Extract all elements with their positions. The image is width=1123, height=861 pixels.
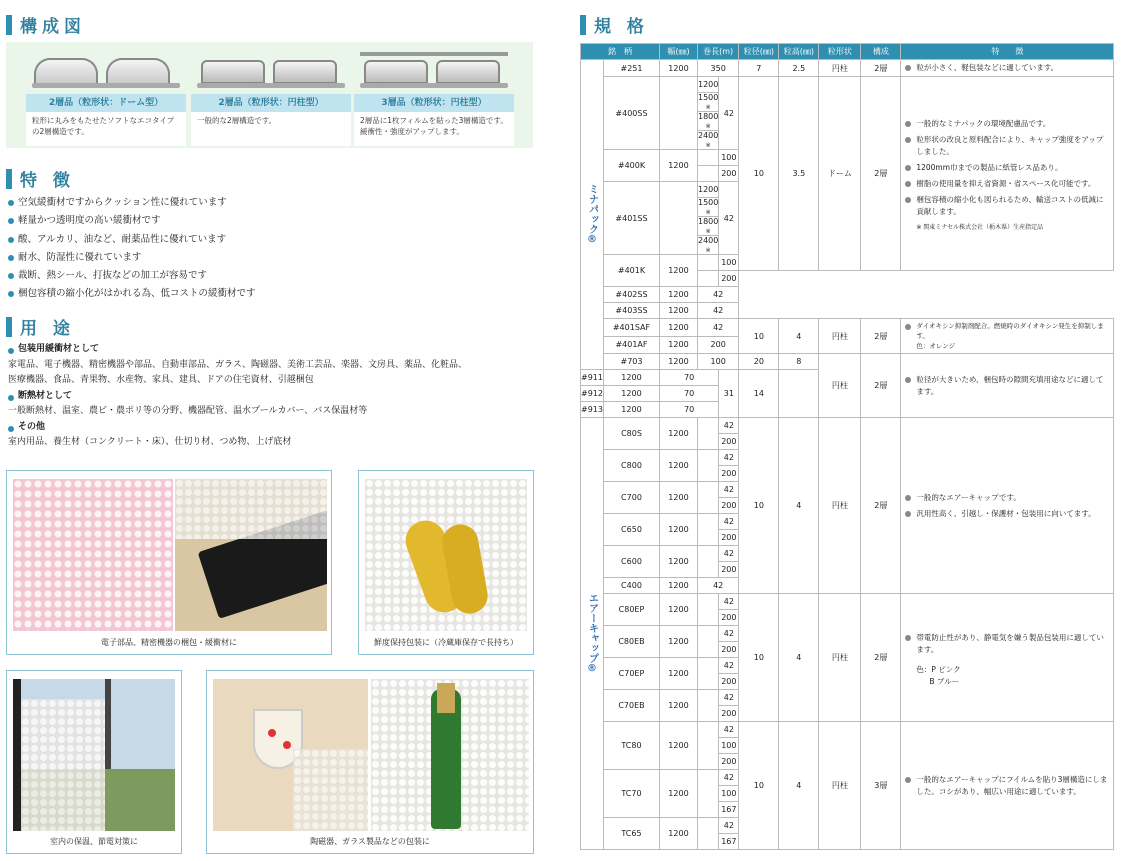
comp-desc: 粒形に丸みをもたせたソフトなエコタイプの2層構造です。 — [26, 112, 186, 146]
cell: C400 — [603, 578, 659, 594]
feature-cell — [901, 354, 1114, 418]
comp-dome — [26, 48, 186, 146]
cell: #912 — [581, 386, 604, 402]
cell: 167 — [719, 834, 739, 850]
cell: 10 — [739, 722, 779, 850]
wineglass-image — [213, 679, 368, 831]
cell: #400K — [603, 150, 659, 182]
cell: 円柱 — [819, 594, 861, 722]
section-uses — [6, 314, 75, 339]
feature-text: 一般的なミナパックの環境配慮品です。 — [905, 118, 1109, 130]
feature-cell — [901, 60, 1114, 77]
comp-desc: 2層品に1枚フィルムを貼った3層構造です。緩衝性・強度がアップします。 — [354, 112, 514, 146]
feature-cell — [901, 594, 1114, 722]
photo-glass — [206, 670, 534, 854]
photo-electronics — [6, 470, 332, 655]
cell: 42 — [719, 818, 739, 834]
mark: ※ — [705, 228, 711, 235]
cell: #401K — [603, 255, 659, 287]
feature-item: 裁断、熱シール、打抜などの加工が容易です — [8, 267, 256, 285]
cell: 100 — [697, 354, 738, 370]
cell: 1200 — [659, 626, 697, 658]
comp-cyl2 — [191, 48, 351, 146]
cell: 70 — [659, 370, 718, 386]
cell — [697, 217, 718, 236]
mark: ※ — [705, 209, 711, 216]
window-image — [13, 679, 175, 831]
cell: 42 — [719, 770, 739, 786]
use-body: 医療機器、食品、青果物、水産物、家具、建具、ドアの住宅資材、引越梱包 — [8, 375, 314, 385]
cell: 1200 — [659, 514, 697, 546]
feature-note: ※ 関東ミナセル株式会社（栃木県）生産指定品 — [916, 223, 1044, 231]
cell: 200 — [719, 642, 739, 658]
cell: 7 — [739, 60, 779, 77]
cell: 42 — [719, 546, 739, 562]
use-heading: その他 — [8, 420, 467, 436]
cell: TC80 — [603, 722, 659, 770]
cell: 42 — [697, 319, 738, 337]
comp-caption: 3層品（粒形状：円柱型） — [354, 94, 514, 112]
cell: #401AF — [603, 336, 659, 354]
cell: 167 — [719, 802, 739, 818]
section-title: 構成図 — [20, 17, 86, 37]
cell: 42 — [719, 482, 739, 498]
cell: TC65 — [603, 818, 659, 850]
cell: 2.5 — [779, 60, 819, 77]
cell: #403SS — [603, 303, 659, 319]
header-cell: 構成 — [861, 44, 901, 60]
feature-text: B ブルー — [929, 676, 960, 686]
feature-text: 色：オレンジ — [916, 342, 956, 350]
feature-cell — [901, 418, 1114, 594]
cell: 4 — [779, 722, 819, 850]
mark: ※ — [705, 123, 711, 130]
cell: C70EP — [603, 658, 659, 690]
cell: 1200 — [659, 450, 697, 482]
cell — [697, 236, 718, 255]
uses-list — [8, 342, 467, 451]
photo-window — [6, 670, 182, 854]
photo-caption: 陶磁器、ガラス製品などの包装に — [310, 837, 430, 846]
cell: #703 — [603, 354, 659, 370]
cell: 42 — [719, 514, 739, 530]
cell: 200 — [719, 466, 739, 482]
cell: 200 — [719, 166, 739, 182]
cell: #402SS — [603, 287, 659, 303]
cell: 100 — [719, 738, 739, 754]
feature-text: 粒形状の改良と原料配合により、キャップ強度をアップしました。 — [905, 134, 1109, 158]
side-label-aircap: エアーキャップ® — [586, 593, 598, 674]
cell: C80EP — [603, 594, 659, 626]
cell: 42 — [719, 626, 739, 642]
cell: 1200 — [659, 319, 697, 337]
cell: #913 — [581, 402, 604, 418]
cell: 8 — [779, 354, 819, 370]
cell — [697, 112, 718, 131]
cell: 1200 — [659, 658, 697, 690]
cell: C80S — [603, 418, 659, 450]
cell: #911 — [581, 370, 604, 386]
cell: 10 — [739, 77, 779, 271]
feature-item: 梱包容積の縮小化がはかれる為、低コストの緩衝材です — [8, 285, 256, 303]
cell: 200 — [719, 610, 739, 626]
feature-item: 耐水、防湿性に優れています — [8, 249, 256, 267]
feature-text: 粒が小さく、軽包装などに適しています。 — [905, 62, 1109, 74]
cell-text: 2400 — [697, 131, 719, 140]
cell: 1200 — [659, 60, 697, 77]
section-title: 規 格 — [594, 17, 649, 37]
feature-text: 汎用性高く、引越し・保護材・包装用に向いてます。 — [905, 508, 1109, 520]
cell: 2層 — [861, 60, 901, 77]
cell: #401SAF — [603, 319, 659, 337]
cell: 3.5 — [779, 77, 819, 271]
cell-text: 2400 — [697, 236, 719, 245]
cell: 100 — [719, 255, 739, 271]
comp-desc: 一般的な2層構造です。 — [191, 112, 351, 146]
cell: #401SS — [603, 182, 659, 255]
cell: #400SS — [603, 77, 659, 150]
feature-list — [8, 194, 256, 304]
side-label-minapack: ミナパック® — [586, 184, 598, 245]
cell: 20 — [739, 354, 779, 370]
cell: 4 — [779, 594, 819, 722]
cell: 1200 — [659, 578, 697, 594]
cell: 42 — [719, 722, 739, 738]
feature-text: ダイオキシン抑制剤配合。燃焼時のダイオキシン発生を抑制します。 — [905, 321, 1109, 341]
keyboard-image — [175, 479, 327, 631]
feature-cell — [901, 77, 1114, 271]
cell: ドーム — [819, 77, 861, 271]
feature-text: 樹脂の使用量を抑え省資源・省スペース化可能です。 — [905, 178, 1109, 190]
cell: 200 — [697, 336, 738, 354]
header-cell: 粒形状 — [819, 44, 861, 60]
cell: 2層 — [861, 319, 901, 354]
feature-text: 一般的なエアーキャップです。 — [905, 492, 1109, 504]
header-cell: 幅(㎜) — [659, 44, 697, 60]
comp-cyl3 — [354, 48, 514, 146]
cell: 1200 — [659, 418, 697, 450]
cell: 42 — [697, 303, 738, 319]
feature-item: 軽量かつ透明度の高い緩衝材です — [8, 212, 256, 230]
cell — [697, 93, 718, 112]
cell: 円柱 — [819, 354, 861, 418]
feature-text: 粒径が大きいため、梱包時の隙間充填用途などに適してます。 — [905, 374, 1109, 398]
cell: 円柱 — [819, 319, 861, 354]
header-cell: 巻長(m) — [697, 44, 738, 60]
cell: 1200 — [659, 594, 697, 626]
cell: C650 — [603, 514, 659, 546]
photo-caption: 室内の保温、節電対策に — [50, 837, 138, 846]
cell — [697, 131, 718, 150]
photo-caption: 電子部品、精密機器の梱包・緩衝材に — [101, 638, 237, 647]
cell: C80EB — [603, 626, 659, 658]
banana-image — [365, 479, 527, 631]
cell: 42 — [719, 77, 739, 150]
cell: 2層 — [861, 418, 901, 594]
cell — [697, 198, 718, 217]
cell: 70 — [659, 402, 718, 418]
bottle-image — [371, 679, 529, 831]
feature-text: 1200mm巾までの製品に紙管レス品あり。 — [905, 162, 1109, 174]
mark: ※ — [705, 142, 711, 149]
feature-cell — [901, 319, 1114, 354]
cell: 1200 — [659, 303, 697, 319]
header-cell: 銘 柄 — [581, 44, 660, 60]
comp-caption: 2層品（粒形状：円柱型） — [191, 94, 351, 112]
cell-text: 1800 — [697, 112, 719, 121]
use-heading: 包装用緩衝材として — [8, 342, 467, 358]
cell: 3層 — [861, 722, 901, 850]
cell: C70EB — [603, 690, 659, 722]
header-cell: 粒高(㎜) — [779, 44, 819, 60]
photo-caption: 鮮度保持包装に（冷蔵庫保存で長持ち） — [374, 638, 518, 647]
cell: 1200 — [659, 818, 697, 850]
cell: 1200 — [697, 77, 718, 93]
photo-banana — [358, 470, 534, 655]
cell: 200 — [719, 271, 739, 287]
cell-text: 1800 — [697, 217, 719, 226]
feature-item: 空気緩衝材ですからクッション性に優れています — [8, 194, 256, 212]
cell: 200 — [719, 498, 739, 514]
feature-text: 梱包容積の縮小化も図られるため、輸送コストの低減に貢献します。 — [905, 194, 1109, 218]
cell: 42 — [719, 182, 739, 255]
cell: 1200 — [659, 354, 697, 370]
comp-caption: 2層品（粒形状：ドーム型） — [26, 94, 186, 112]
cell: 10 — [739, 594, 779, 722]
bubble-wrap-image — [13, 479, 173, 631]
cell: 42 — [719, 418, 739, 434]
cell: 70 — [659, 386, 718, 402]
cell: 円柱 — [819, 722, 861, 850]
cell: 1200 — [659, 722, 697, 770]
cell: 42 — [719, 690, 739, 706]
cell: C700 — [603, 482, 659, 514]
cell: 200 — [719, 434, 739, 450]
cell: 10 — [739, 418, 779, 594]
use-body: 一般断熱材、温室、農ビ・農ポリ等の分野、機器配管、温水プールカバー、バス保温材等 — [8, 406, 368, 416]
cell: 2層 — [861, 77, 901, 271]
cell: #251 — [603, 60, 659, 77]
cell: 1200 — [603, 386, 659, 402]
cell: 10 — [739, 319, 779, 354]
mark: ※ — [705, 247, 711, 254]
cell: 14 — [739, 370, 779, 418]
feature-item: 酸、アルカリ、油など、耐薬品性に優れています — [8, 231, 256, 249]
cell: 200 — [719, 674, 739, 690]
cell: 2層 — [861, 354, 901, 418]
section-title: 特 徴 — [20, 171, 75, 191]
cell: 1200 — [697, 182, 718, 198]
feature-text: 色：P ピンク — [916, 664, 961, 674]
cell: 2層 — [861, 594, 901, 722]
cell: 1200 — [659, 770, 697, 818]
cell: 円柱 — [819, 60, 861, 77]
feature-cell — [901, 722, 1114, 850]
cell: TC70 — [603, 770, 659, 818]
cell: 200 — [719, 530, 739, 546]
cell: 1200 — [659, 336, 697, 354]
mark: ※ — [705, 104, 711, 111]
cell: 31 — [719, 370, 739, 418]
spec-table — [580, 43, 1114, 850]
cell: 42 — [697, 287, 738, 303]
use-body: 室内用品、養生材（コンクリート・床）、仕切り材、つめ物、上げ底材 — [8, 437, 292, 447]
cell: 42 — [697, 578, 738, 594]
cell: 1200 — [659, 690, 697, 722]
cell: C600 — [603, 546, 659, 578]
cell: 1200 — [659, 150, 697, 182]
section-features — [6, 166, 75, 191]
cell: 1200 — [659, 482, 697, 514]
cell: 42 — [719, 594, 739, 610]
cell: 円柱 — [819, 418, 861, 594]
cell: 1200 — [659, 287, 697, 303]
cell-text: 1500 — [697, 198, 719, 207]
header-cell: 特 徴 — [901, 44, 1114, 60]
cell: 200 — [719, 562, 739, 578]
cell: 4 — [779, 418, 819, 594]
cell: 100 — [719, 786, 739, 802]
cell: 42 — [719, 450, 739, 466]
cell: 200 — [719, 754, 739, 770]
cell: 1200 — [603, 402, 659, 418]
cell: 1200 — [659, 255, 697, 287]
section-composition — [6, 12, 86, 37]
cell: 1200 — [659, 546, 697, 578]
cell: 200 — [719, 706, 739, 722]
feature-text: 帯電防止性があり、静電気を嫌う製品包装用に適しています。 — [905, 632, 1109, 656]
composition-panel — [6, 42, 533, 148]
feature-text: 一般的なエアーキャップにフイルムを貼り3層構造にしました。コシがあり、幅広い用途に適しています。 — [905, 774, 1109, 798]
use-body: 家電品、電子機器、精密機器や部品、自動車部品、ガラス、陶磁器、美術工芸品、楽器、文房具、薬品、化粧品、 — [8, 359, 468, 370]
cell: 100 — [719, 150, 739, 166]
header-cell: 粒径(㎜) — [739, 44, 779, 60]
section-specs — [580, 12, 649, 37]
cell: 1200 — [603, 370, 659, 386]
cell-text: 1500 — [697, 93, 719, 102]
cell: C800 — [603, 450, 659, 482]
section-title: 用 途 — [20, 319, 75, 339]
cell: 42 — [719, 658, 739, 674]
use-heading: 断熱材として — [8, 389, 467, 405]
cell: 350 — [697, 60, 738, 77]
cell: 4 — [779, 319, 819, 354]
